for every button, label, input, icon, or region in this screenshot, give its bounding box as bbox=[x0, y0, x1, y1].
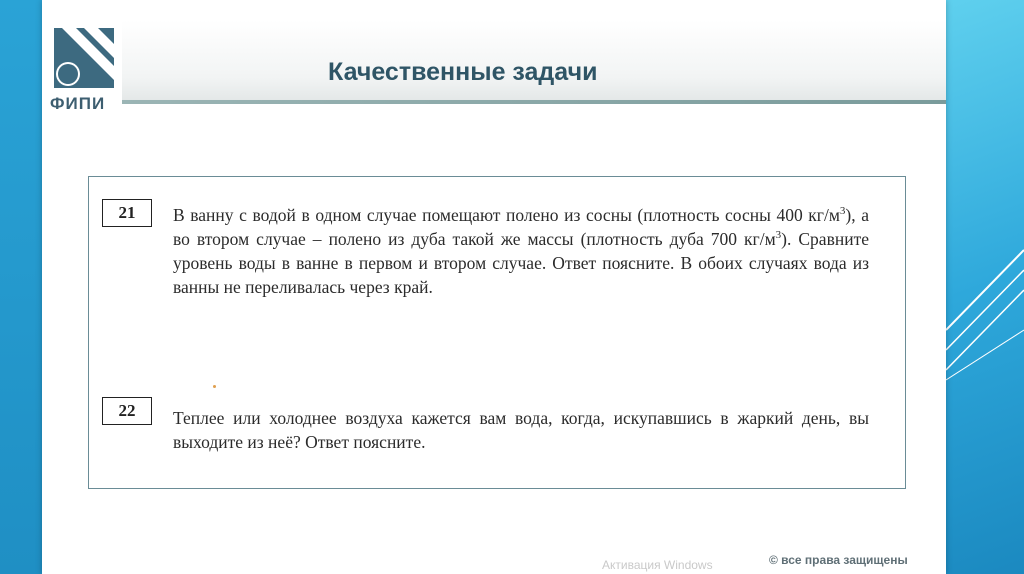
page-title: Качественные задачи bbox=[328, 58, 598, 86]
header-divider bbox=[120, 100, 946, 104]
logo-text: ФИПИ bbox=[50, 94, 106, 113]
task-21-text-part: ), а во втором случае – полено из дуба такой же массы (плотность дуба 700 кг/м bbox=[173, 205, 869, 249]
task-text-21 bbox=[173, 203, 869, 299]
copyright: © все права защищены bbox=[769, 553, 908, 567]
task-21-text-part: ). Сравните уровень воды в ванне в первом и втором случае. Ответ поясните. В обоих случаях вода из ванны не переливалась через край. bbox=[173, 229, 869, 297]
superscript: 3 bbox=[775, 229, 782, 242]
task-text-22: Теплее или холоднее воздуха кажется вам вода, когда, искупавшись в жаркий день, вы выходите из неё? Ответ поясните. bbox=[173, 408, 869, 452]
decorative-lines bbox=[946, 0, 1024, 574]
task-number-21: 21 bbox=[102, 199, 152, 227]
task-21-text-part: В ванну с водой в одном случае помещают полено из сосны (плотность сосны 400 кг/м bbox=[173, 205, 840, 225]
task-number-22: 22 bbox=[102, 397, 152, 425]
stray-dot bbox=[213, 385, 216, 388]
background-decoration-panel bbox=[946, 0, 1024, 574]
windows-activation-watermark: Активация Windows bbox=[602, 558, 713, 572]
fipi-logo bbox=[42, 18, 122, 122]
fipi-logo-icon bbox=[54, 28, 114, 88]
superscript: 3 bbox=[839, 205, 846, 218]
tasks-box bbox=[88, 176, 906, 489]
slide bbox=[42, 0, 946, 574]
